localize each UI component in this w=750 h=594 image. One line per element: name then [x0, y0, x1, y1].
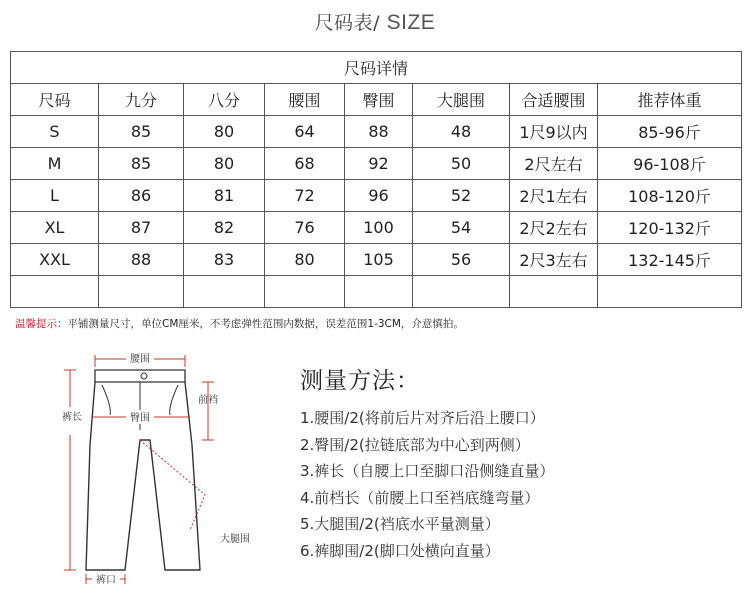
table-cell: [510, 276, 598, 308]
column-header: 推荐体重: [598, 84, 742, 116]
method-step: 2.臀围/2(拉链底部为中心到两侧）: [300, 435, 530, 454]
table-cell: 54: [413, 212, 510, 244]
column-header: 臀围: [345, 84, 413, 116]
waist-label: 腰围: [130, 354, 150, 365]
table-cell: 50: [413, 148, 510, 180]
table-cell: 132-145斤: [598, 244, 742, 276]
table-cell: 2尺2左右: [510, 212, 598, 244]
table-cell: 81: [184, 180, 265, 212]
column-header: 八分: [184, 84, 265, 116]
table-cell: 92: [345, 148, 413, 180]
table-cell: [265, 276, 345, 308]
measure-method: [300, 362, 740, 564]
table-row: [11, 148, 742, 180]
hem-label: 裤口: [96, 575, 116, 586]
table-cell: 83: [184, 244, 265, 276]
thigh-label: 大腿围: [220, 534, 250, 545]
table-cell: 48: [413, 116, 510, 148]
header-title-en: SIZE: [386, 11, 436, 34]
table-cell: M: [11, 148, 99, 180]
method-title: 测量方法：: [300, 368, 420, 394]
table-cell: [345, 276, 413, 308]
table-cell: 72: [265, 180, 345, 212]
hip-label: 臀围: [130, 413, 150, 424]
table-cell: 76: [265, 212, 345, 244]
table-cell: 1尺9以内: [510, 116, 598, 148]
table-cell: 56: [413, 244, 510, 276]
table-cell: 96-108斤: [598, 148, 742, 180]
method-steps: [300, 405, 740, 564]
length-label: 裤长: [62, 412, 82, 423]
column-header: 九分: [99, 84, 184, 116]
table-cell: 2尺左右: [510, 148, 598, 180]
pants-diagram: [40, 345, 280, 590]
table-cell: 108-120斤: [598, 180, 742, 212]
table-cell: 2尺1左右: [510, 180, 598, 212]
pants-illustration: [40, 345, 280, 590]
table-cell: 88: [99, 244, 184, 276]
tip-label: 温馨提示：: [15, 318, 68, 330]
tip-text: 平铺测量尺寸，单位CM厘米，不考虑弹性范围内数据，误差范围1-3CM，介意慎拍。: [67, 318, 464, 330]
size-table: [10, 51, 742, 308]
rise-label: 前裆: [198, 395, 218, 406]
column-header: 合适腰围: [510, 84, 598, 116]
table-row: [11, 116, 742, 148]
method-step: 4.前档长（前腰上口至裆底缝弯量）: [300, 488, 540, 507]
table-caption: 尺码详情: [11, 52, 742, 84]
table-cell: [413, 276, 510, 308]
table-cell: 105: [345, 244, 413, 276]
header-title-cn: 尺码表/: [314, 12, 381, 34]
table-row-empty: [11, 276, 742, 308]
method-step: 3.裤长（自腰上口至脚口沿侧缝直量）: [300, 462, 555, 480]
table-cell: S: [11, 116, 99, 148]
table-cell: [11, 276, 99, 308]
table-cell: 85: [99, 116, 184, 148]
table-row: [11, 212, 742, 244]
table-cell: [99, 276, 184, 308]
table-cell: 86: [99, 180, 184, 212]
table-cell: 88: [345, 116, 413, 148]
table-cell: 120-132斤: [598, 212, 742, 244]
table-cell: 96: [345, 180, 413, 212]
table-cell: XL: [11, 212, 99, 244]
table-cell: 52: [413, 180, 510, 212]
table-cell: 85-96斤: [598, 116, 742, 148]
table-cell: 80: [265, 244, 345, 276]
table-cell: [598, 276, 742, 308]
table-cell: 100: [345, 212, 413, 244]
method-step: 6.裤脚围/2(脚口处横向直量）: [300, 541, 500, 560]
table-cell: 80: [184, 148, 265, 180]
page-header: [0, 8, 750, 35]
table-cell: 2尺3左右: [510, 244, 598, 276]
table-cell: 64: [265, 116, 345, 148]
table-cell: 87: [99, 212, 184, 244]
table-cell: L: [11, 180, 99, 212]
method-step: 5.大腿围/2(裆底水平量测量）: [300, 515, 500, 533]
method-step: 1.腰围/2(将前后片对齐后沿上腰口）: [300, 409, 545, 427]
table-header-row: [11, 84, 742, 116]
column-header: 腰围: [265, 84, 345, 116]
table-cell: XXL: [11, 244, 99, 276]
column-header: 大腿围: [413, 84, 510, 116]
table-row: [11, 180, 742, 212]
table-cell: 82: [184, 212, 265, 244]
column-header: 尺码: [11, 84, 99, 116]
tip-note: [15, 316, 464, 331]
table-cell: 85: [99, 148, 184, 180]
table-cell: 80: [184, 116, 265, 148]
table-caption-row: [11, 52, 742, 84]
table-cell: [184, 276, 265, 308]
table-cell: 68: [265, 148, 345, 180]
table-row: [11, 244, 742, 276]
